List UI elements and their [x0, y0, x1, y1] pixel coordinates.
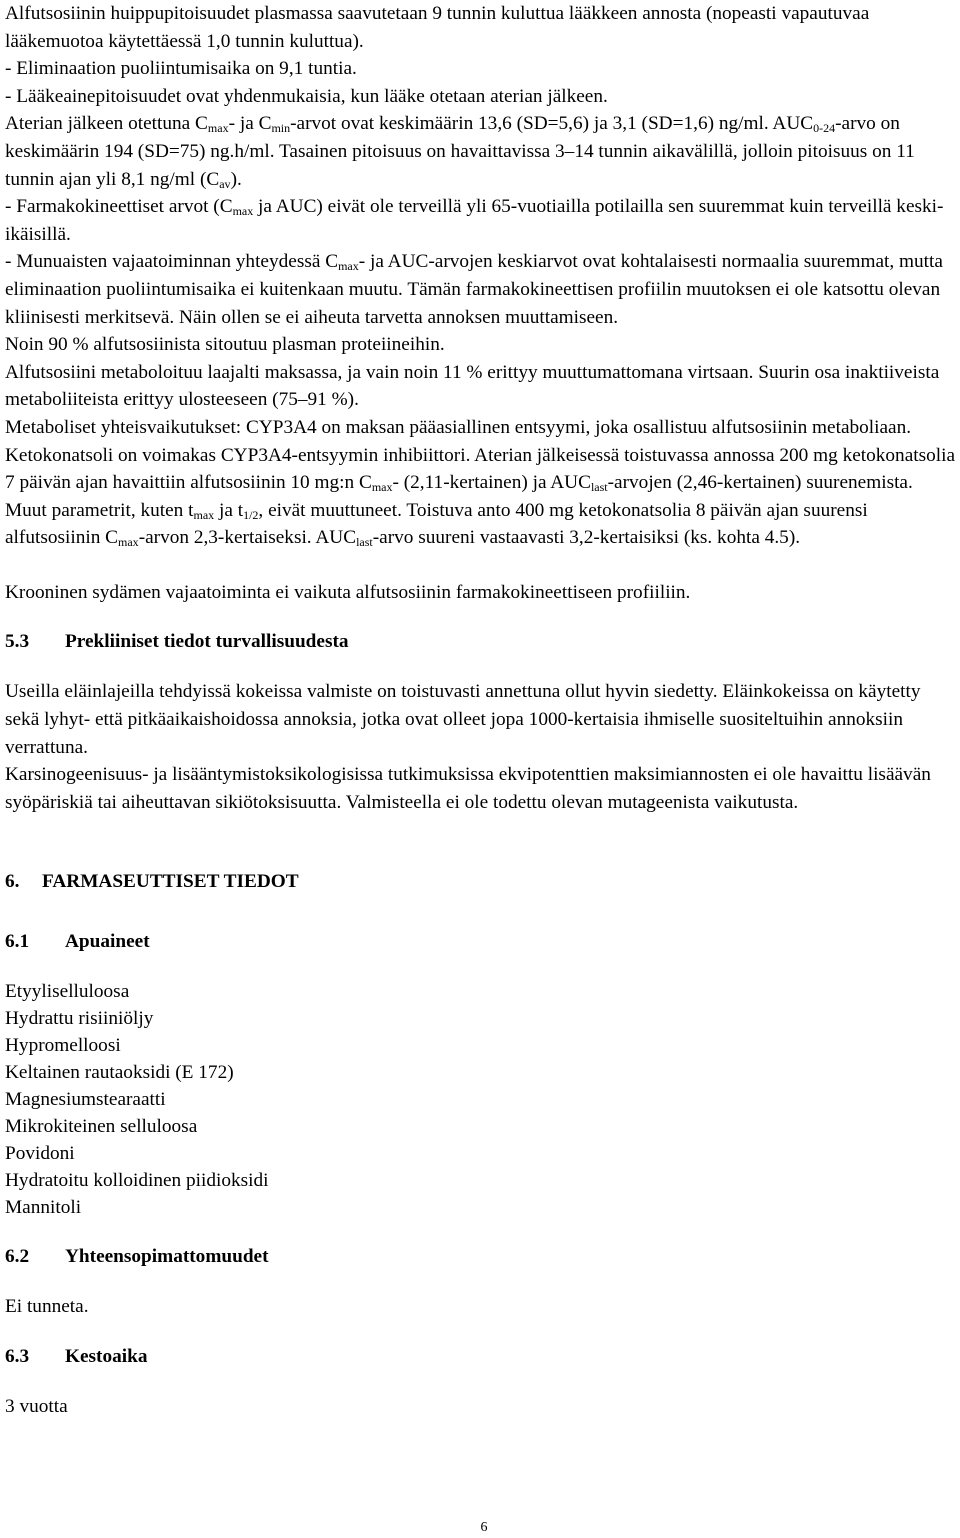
section-number: 6.3: [5, 1346, 30, 1368]
paragraph: Ei tunneta.: [5, 1296, 89, 1318]
paragraph: - Eliminaation puoliintumisaika on 9,1 tuntia.: [5, 58, 357, 80]
paragraph: Useilla eläinlajeilla tehdyissä kokeissa valmiste on toistuvasti annettuna ollut hyvin siedetty. Eläinkokeissa on käytetty sekä lyhyt- että pitkäaikaishoidossa annoksia, jotka ovat olleet jopa 1000-kertaisia ihmiselle suositeltuihin annoksiin verrattuna.: [5, 681, 921, 758]
section-heading-6-2: [5, 1243, 959, 1271]
excipients-list: [5, 978, 959, 1221]
section-heading-5-3: [5, 628, 959, 656]
paragraph: Noin 90 % alfutsosiinista sitoutuu plasman proteiineihin.: [5, 334, 445, 356]
section-number: 6.: [5, 871, 20, 893]
paragraph: Alfutsosiini metaboloituu laajalti maksassa, ja vain noin 11 % erittyy muuttumattomana virtsaan. Suurin osa inaktiiveista metaboliiteista erittyy ulosteeseen (75–91 %).: [5, 361, 940, 411]
section-heading-6-3: [5, 1343, 959, 1371]
list-item: Etyyliselluloosa: [5, 981, 130, 1003]
list-item: Hypromelloosi: [5, 1035, 121, 1057]
paragraph: - Lääkeainepitoisuudet ovat yhdenmukaisia, kun lääke otetaan aterian jälkeen.: [5, 85, 608, 107]
section-heading-6: [5, 868, 959, 896]
section-title: Apuaineet: [65, 931, 150, 953]
paragraph: Aterian jälkeen otettuna $C_{max}-$ ja $C_{min}$-arvot ovat keskimäärin 13,6 (SD=5,6) ja 3,1 (SD=1,6) ng/ml. $AUC_{0-24}$-arvo on keskimäärin 194 (SD=75) ng.h/ml. Tasainen pitoisuus on havaittavissa 3–14 tunnin aikavälillä, jolloin pitoisuus on 11 tunnin ajan yli 8,1 ng/ml $(C_{av})$.: [5, 113, 915, 191]
list-item: Hydratoitu kolloidinen piidioksidi: [5, 1170, 269, 1192]
section-title: Yhteensopimattomuudet: [65, 1246, 269, 1268]
preclinical-text: [5, 678, 959, 816]
section-number: 6.1: [5, 931, 30, 953]
paragraph: Krooninen sydämen vajaatoiminta ei vaikuta alfutsosiinin farmakokineettiseen profiiliin.: [5, 581, 691, 603]
list-item: Hydrattu risiiniöljy: [5, 1008, 154, 1030]
page-number: 6: [480, 1520, 488, 1535]
paragraph: 3 vuotta: [5, 1396, 68, 1418]
list-item: Povidoni: [5, 1143, 75, 1165]
section-heading-6-1: [5, 928, 959, 956]
section-number: 6.2: [5, 1246, 30, 1268]
paragraph: Alfutsosiinin huippupitoisuudet plasmassa saavutetaan 9 tunnin kuluttua lääkkeen annosta (nopeasti vapautuvaa lääkemuotoa käytettäessä 1,0 tunnin kuluttua).: [5, 3, 870, 52]
pharmacokinetics-text: [5, 0, 959, 606]
shelf-life-text: [5, 1393, 959, 1421]
section-number: 5.3: [5, 631, 30, 653]
section-title: FARMASEUTTISET TIEDOT: [42, 871, 299, 893]
document-page: [5, 0, 959, 1421]
section-title: Kestoaika: [65, 1346, 148, 1368]
list-item: Keltainen rautaoksidi (E 172): [5, 1062, 234, 1084]
paragraph: - Munuaisten vajaatoiminnan yhteydessä $C_{max}-$ ja AUC-arvojen keskiarvot ovat kohtalaisesti normaalia suuremmat, mutta eliminaation puoliintumisaika ei kuitenkaan muutu. Tämän farmakokineettisen profiilin muutoksen ei ole katsottu olevan kliinisesti merkitsevä. Näin ollen se ei aiheuta tarvetta annoksen muuttamiseen.: [5, 251, 943, 328]
list-item: Mikrokiteinen selluloosa: [5, 1116, 198, 1138]
paragraph: Metaboliset yhteisvaikutukset: CYP3A4 on maksan pääasiallinen entsyymi, joka osallistuu alfutsosiinin metaboliaan. Ketokonatsoli on voimakas CYP3A4-entsyymin inhibiittori. Aterian jälkeisessä toistuvassa annossa 200 mg ketokonatsolia 7 päivän ajan havaittiin alfutsosiinin 10 mg:n $C_{max}-$ (2,11-kertainen) ja $AUC_{last}$-arvojen (2,46-kertainen) suurenemista. Muut parametrit, kuten $t_{max}$ ja $t_{1/2}$, eivät muuttuneet. Toistuva anto 400 mg ketokonatsolia 8 päivän ajan suurensi alfutsosiinin $C_{max}$-arvon 2,3-kertaiseksi. $AUC_{last}$-arvo suureni vastaavasti 3,2-kertaisiksi (ks. kohta 4.5).: [5, 416, 956, 550]
list-item: Mannitoli: [5, 1197, 82, 1219]
paragraph: - Farmakokineettiset arvot ($C_{max}$ ja AUC) eivät ole terveillä yli 65-vuotiailla potilailla sen suuremmat kuin terveillä keski-ikäisillä.: [5, 196, 944, 245]
section-title: Prekliiniset tiedot turvallisuudesta: [65, 631, 349, 653]
incompatibilities-text: [5, 1293, 959, 1321]
list-item: Magnesiumstearaatti: [5, 1089, 166, 1111]
paragraph: Karsinogeenisuus- ja lisääntymistoksikologisissa tutkimuksissa ekvipotenttien maksimiannosten ei ole havaittu lisäävän syöpäriskiä tai aiheuttavan sikiötoksisuutta. Valmisteella ei ole todettu olevan mutageenista vaikutusta.: [5, 764, 931, 813]
